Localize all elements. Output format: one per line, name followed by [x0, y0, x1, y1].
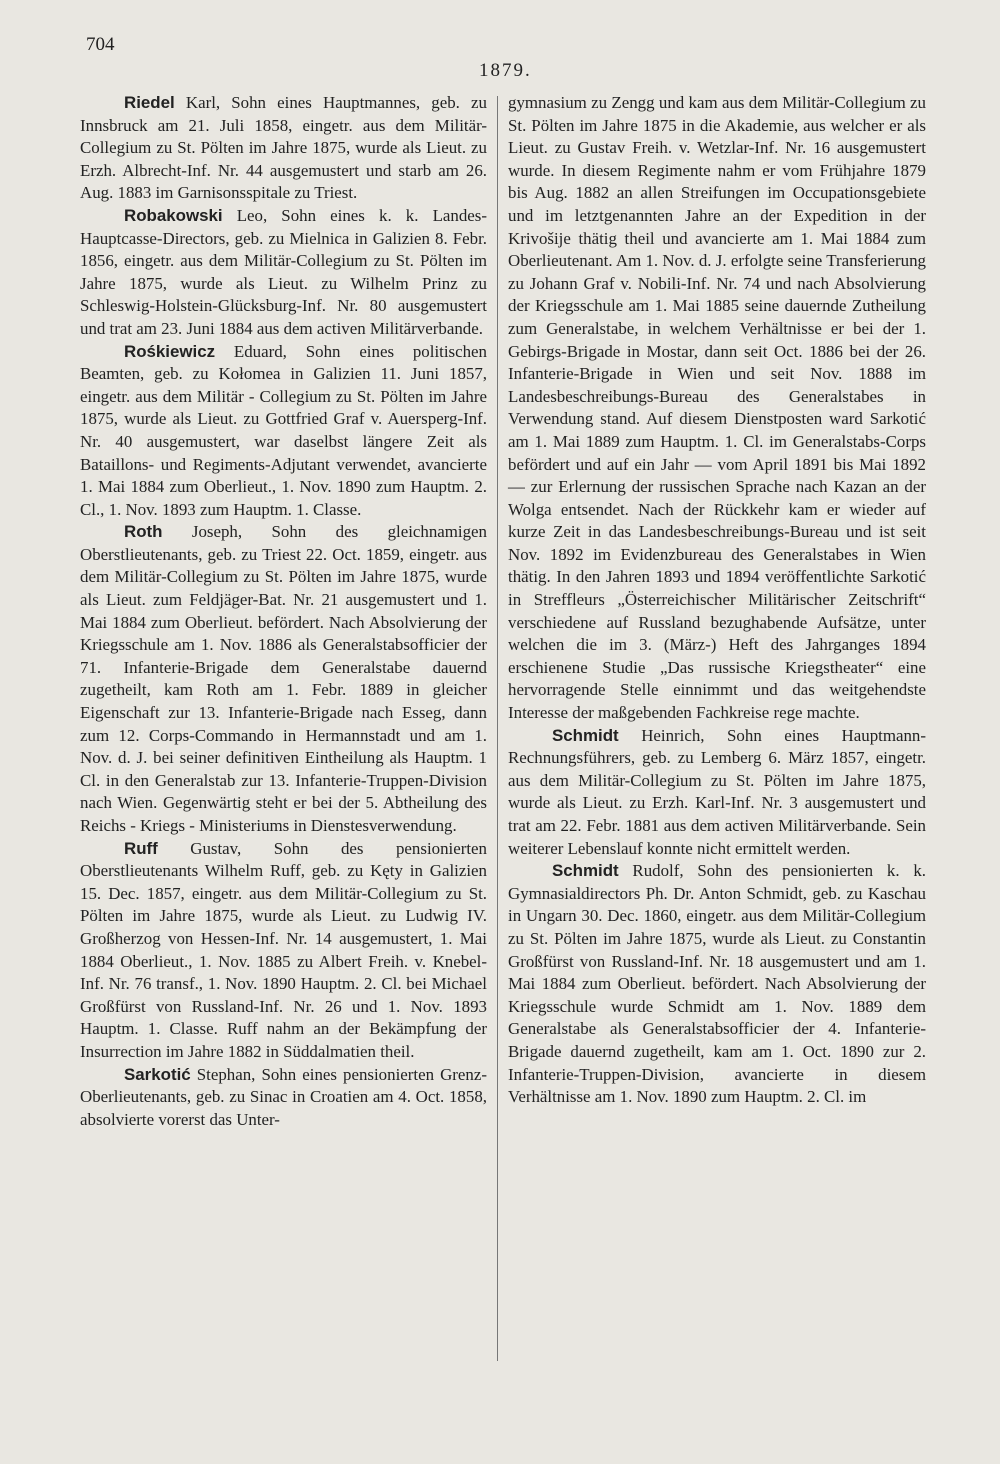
entry-name: Schmidt	[552, 725, 619, 745]
right-column	[508, 92, 926, 1109]
entry-text: gymnasium zu Zengg und kam aus dem Militär-Collegium zu St. Pölten im Jahre 1875 in die Akademie, aus welcher er als Lieut. zu Gustav Freih. v. Wetzlar-Inf. Nr. 16 ausgemustert wurde. In diesem Regimente nahm er vom Frühjahre 1879 bis Aug. 1882 an allen Streifungen im Occupationsgebiete und im letztgenannten Jahre an der Expedition in der Krivošije thätig theil und avancierte am 1. Mai 1884 zum Oberlieutenant. Am 1. Nov. d. J. erfolgte seine Transferierung zu Johann Graf v. Nobili-Inf. Nr. 74 und nach Absolvierung der Kriegsschule am 1. Mai 1885 seine dauernde Zutheilung zum Generalstabe, in welchem Verhältnisse er bei der 1. Gebirgs-Brigade in Mostar, dann seit Oct. 1886 bei der 26. Infanterie-Brigade in Wien und seit Nov. 1888 im Landesbeschreibungs-Bureau des Generalstabes in Verwendung stand. Auf diesem Dienstposten ward Sarkotić am 1. Mai 1889 zum Hauptm. 1. Cl. im Generalstabs-Corps befördert und auf ein Jahr — vom April 1891 bis Mai 1892 — zur Erlernung der russischen Sprache nach Kazan an der Wolga entsendet. Nach der Rückkehr kam er wieder auf kurze Zeit in das Landesbeschreibungs-Bureau und ist seit Nov. 1892 im Evidenzbureau des Generalstabes in Wien thätig. In den Jahren 1893 und 1894 veröffentlichte Sarkotić in Streffleurs „Österreichischer Militärischer Zeitschrift“ verschiedene auf Russland bezughabende Aufsätze, unter welchen die im 3. (März-) Heft des Jahrganges 1894 erschienene Studie „Das russische Kriegstheater“ eine hervorragende Stelle einnimmt und das weitgehendste Interesse der maßgebenden Fachkreise rege machte.	[508, 93, 926, 723]
entry-name: Sarkotić	[124, 1064, 191, 1084]
entry-sarkotic-continued	[508, 92, 926, 725]
entry-text: Karl, Sohn eines Hauptmannes, geb. zu Innsbruck am 21. Juli 1858, eingetr. aus dem Militär-Collegium zu St. Pölten im Jahre 1875, wurde als Lieut. zu Erzh. Albrecht-Inf. Nr. 44 ausgemustert und starb am 26. Aug. 1883 im Garnisonsspitale zu Triest.	[80, 93, 487, 203]
entry-text: Gustav, Sohn des pensionierten Oberstlieutenants Wilhelm Ruff, geb. zu Kęty in Galizien 15. Dec. 1857, eingetr. aus dem Militär-Collegium zu St. Pölten im Jahre 1875, wurde als Lieut. zu Ludwig IV. Großherzog von Hessen-Inf. Nr. 14 ausgemustert, 1. Mai 1884 Oberlieut., 1. Nov. 1885 zu Albert Freih. v. Knebel-Inf. Nr. 76 transf., 1. Nov. 1890 Hauptm. 2. Cl. bei Michael Großfürst von Russland-Inf. Nr. 26 und 1. Nov. 1893 Hauptm. 1. Classe. Ruff nahm an der Bekämpfung der Insurrection im Jahre 1882 in Süddalmatien theil.	[80, 838, 487, 1061]
entry-name: Schmidt	[552, 861, 619, 881]
entry-robakowski	[80, 205, 487, 341]
entry-schmidt-rudolf	[508, 860, 926, 1109]
page-number: 704	[86, 34, 115, 55]
entry-name: Robakowski	[124, 205, 223, 225]
entry-text: Leo, Sohn eines k. k. Landes-Hauptcasse-Directors, geb. zu Mielnica in Galizien 8. Febr. 1856, eingetr. aus dem Militär-Collegium zu St. Pölten im Jahre 1875, wurde als Lieut. zu Wilhelm Prinz zu Schleswig-Holstein-Glücksburg-Inf. Nr. 80 ausgemustert und trat am 23. Juni 1884 aus dem activen Militärverbande.	[80, 205, 487, 338]
entry-name: Ruff	[124, 838, 158, 858]
entry-text: Joseph, Sohn des gleichnamigen Oberstlieutenants, geb. zu Triest 22. Oct. 1859, eingetr. aus dem Militär-Collegium zu St. Pölten im Jahre 1875, wurde als Lieut. zum Feldjäger-Bat. Nr. 21 ausgemustert und 1. Mai 1884 zum Oberlieut. befördert. Nach Absolvierung der Kriegsschule am 1. Nov. 1886 als Generalstabsofficier der 71. Infanterie-Brigade dem Generalstabe dauernd zugetheilt, kam Roth am 1. Febr. 1889 in gleicher Eigenschaft zur 13. Infanterie-Brigade nach Esseg, dann zum 12. Corps-Commando in Hermannstadt und am 1. Nov. d. J. bei seiner definitiven Eintheilung als Hauptm. 1 Cl. in den Generalstab zur 13. Infanterie-Truppen-Division nach Wien. Gegenwärtig steht er bei der 5. Abtheilung des Reichs - Kriegs - Ministeriums in Dienstesverwendung.	[80, 522, 487, 835]
entry-roth	[80, 521, 487, 837]
left-column	[80, 92, 487, 1131]
entry-roskiewicz	[80, 341, 487, 522]
page-year-header: 1879.	[479, 60, 532, 81]
column-divider	[497, 96, 498, 1361]
entry-name: Rośkiewicz	[124, 341, 216, 361]
entry-sarkotic	[80, 1064, 487, 1132]
entry-riedel	[80, 92, 487, 205]
entry-text: Eduard, Sohn eines politischen Beamten, geb. zu Kołomea in Galizien 11. Juni 1857, eingetr. aus dem Militär - Collegium zu St. Pölten im Jahre 1875, wurde als Lieut. zu Gottfried Graf v. Auersperg-Inf. Nr. 40 ausgemustert, war daselbst längere Zeit als Bataillons- und Regiments-Adjutant verwendet, avancierte 1. Mai 1884 zum Oberlieut., 1. Nov. 1890 zum Hauptm. 2. Cl., 1. Nov. 1893 zum Hauptm. 1. Classe.	[80, 341, 487, 519]
entry-name: Riedel	[124, 93, 175, 112]
entry-text: Stephan, Sohn eines pensionierten Grenz-Oberlieutenants, geb. zu Sinac in Croatien am 4. Oct. 1858, absolvierte vorerst das Unter-	[80, 1064, 487, 1129]
entry-text: Rudolf, Sohn des pensionierten k. k. Gymnasialdirectors Ph. Dr. Anton Schmidt, geb. zu Kaschau in Ungarn 30. Dec. 1860, eingetr. aus dem Militär-Collegium zu St. Pölten im Jahre 1875, wurde als Lieut. zu Constantin Großfürst von Russland-Inf. Nr. 18 ausgemustert und am 1. Mai 1884 zum Oberlieut. befördert. Nach Absolvierung der Kriegsschule wurde Schmidt am 1. Nov. 1889 dem Generalstabe als Generalstabsofficier der 4. Infanterie-Brigade dauernd zugetheilt, kam am 1. Oct. 1890 zur 2. Infanterie-Truppen-Division, avancierte in diesem Verhältnisse am 1. Nov. 1890 zum Hauptm. 2. Cl. im	[508, 861, 926, 1107]
entry-ruff	[80, 838, 487, 1064]
entry-text: Heinrich, Sohn eines Hauptmann-Rechnungsführers, geb. zu Lemberg 6. März 1857, eingetr. aus dem Militär-Collegium zu St. Pölten im Jahre 1875, wurde als Lieut. zu Erzh. Karl-Inf. Nr. 3 ausgemustert und trat am 22. Febr. 1881 aus dem activen Militärverbande. Sein weiterer Lebenslauf konnte nicht ermittelt werden.	[508, 725, 926, 858]
entry-name: Roth	[124, 522, 163, 542]
entry-schmidt-heinrich	[508, 725, 926, 861]
